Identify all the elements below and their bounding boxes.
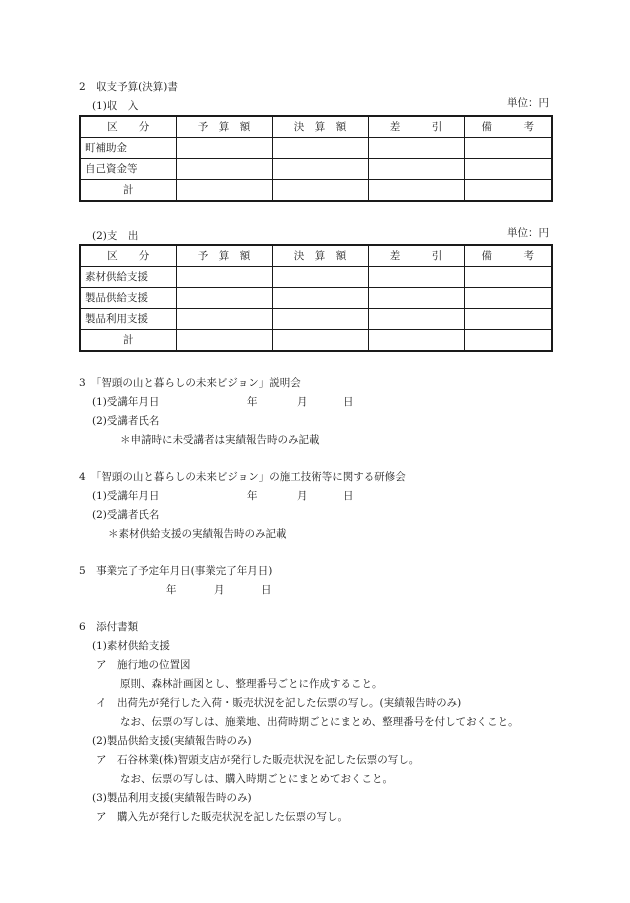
row-label: 製品供給支援 — [80, 288, 176, 309]
table-row — [80, 267, 552, 288]
difference-cell[interactable] — [368, 330, 464, 352]
income-header-row — [80, 116, 552, 138]
section3-note: ＊申請時に未受講者は実績報告時のみ記載 — [120, 434, 320, 446]
section5-day: 日 — [261, 584, 272, 596]
settlement-cell[interactable] — [272, 330, 368, 352]
section2-heading: 2 収支予算(決算)書 — [79, 81, 178, 93]
section3-name-label: (2)受講者氏名 — [92, 415, 160, 427]
section4-name-label: (2)受講者氏名 — [92, 509, 160, 521]
col-header-budget: 予 算 額 — [176, 116, 272, 138]
col-header-remarks: 備 考 — [464, 116, 552, 138]
section3-month: 月 — [297, 396, 308, 408]
expense-header-row — [80, 245, 552, 267]
attachment-category: (2)製品供給支援(実績報告時のみ) — [92, 735, 252, 747]
table-row — [80, 309, 552, 330]
difference-cell[interactable] — [368, 267, 464, 288]
attachment-item: ア 施行地の位置図 — [96, 659, 191, 671]
difference-cell[interactable] — [368, 309, 464, 330]
expense-table — [79, 244, 553, 352]
col-header-remarks: 備 考 — [464, 245, 552, 267]
expense-label: (2)支 出 — [92, 230, 139, 242]
budget-cell[interactable] — [176, 159, 272, 180]
budget-cell[interactable] — [176, 309, 272, 330]
col-header-settlement: 決 算 額 — [272, 245, 368, 267]
table-row — [80, 159, 552, 180]
remarks-cell[interactable] — [464, 267, 552, 288]
col-header-category: 区 分 — [80, 116, 176, 138]
attachment-category: (1)素材供給支援 — [92, 640, 170, 652]
section3-year: 年 — [247, 396, 258, 408]
row-label: 素材供給支援 — [80, 267, 176, 288]
attachment-item: ア 石谷林業(株)智頭支店が発行した販売状況を記した伝票の写し。 — [96, 754, 420, 766]
section4-note: ＊素材供給支援の実績報告時のみ記載 — [108, 528, 287, 540]
col-header-difference: 差 引 — [368, 116, 464, 138]
attachment-note: なお、伝票の写しは、施業地、出荷時期ごとにまとめ、整理番号を付しておくこと。 — [120, 716, 519, 728]
table-row — [80, 138, 552, 159]
difference-cell[interactable] — [368, 159, 464, 180]
attachment-item: ア 購入先が発行した販売状況を記した伝票の写し。 — [96, 811, 348, 823]
budget-cell[interactable] — [176, 288, 272, 309]
difference-cell[interactable] — [368, 138, 464, 159]
section4-year: 年 — [247, 490, 258, 502]
section3-date-label: (1)受講年月日 — [92, 396, 160, 408]
settlement-cell[interactable] — [272, 159, 368, 180]
section5-heading: 5 事業完了予定年月日(事業完了年月日) — [79, 565, 273, 577]
attachment-note: 原則、森林計画図とし、整理番号ごとに作成すること。 — [120, 678, 383, 690]
budget-cell[interactable] — [176, 267, 272, 288]
settlement-cell[interactable] — [272, 138, 368, 159]
budget-cell[interactable] — [176, 330, 272, 352]
row-label: 自己資金等 — [80, 159, 176, 180]
table-row — [80, 288, 552, 309]
section4-day: 日 — [343, 490, 354, 502]
remarks-cell[interactable] — [464, 180, 552, 202]
section5-month: 月 — [214, 584, 225, 596]
row-label: 製品利用支援 — [80, 309, 176, 330]
col-header-difference: 差 引 — [368, 245, 464, 267]
col-header-budget: 予 算 額 — [176, 245, 272, 267]
total-label: 計 — [80, 180, 176, 202]
difference-cell[interactable] — [368, 288, 464, 309]
settlement-cell[interactable] — [272, 309, 368, 330]
budget-cell[interactable] — [176, 180, 272, 202]
remarks-cell[interactable] — [464, 309, 552, 330]
total-row — [80, 330, 552, 352]
remarks-cell[interactable] — [464, 288, 552, 309]
income-unit: 単位：円 — [507, 97, 549, 109]
settlement-cell[interactable] — [272, 288, 368, 309]
attachment-item: イ 出荷先が発行した入荷・販売状況を記した伝票の写し。(実績報告時のみ) — [96, 697, 462, 709]
section3-day: 日 — [343, 396, 354, 408]
difference-cell[interactable] — [368, 180, 464, 202]
row-label: 町補助金 — [80, 138, 176, 159]
settlement-cell[interactable] — [272, 180, 368, 202]
section4-heading: 4 「智頭の山と暮らしの未来ビジョン」の施工技術等に関する研修会 — [79, 471, 406, 483]
remarks-cell[interactable] — [464, 159, 552, 180]
attachment-category: (3)製品利用支援(実績報告時のみ) — [92, 792, 252, 804]
section4-month: 月 — [297, 490, 308, 502]
remarks-cell[interactable] — [464, 330, 552, 352]
section5-year: 年 — [166, 584, 177, 596]
total-row — [80, 180, 552, 202]
income-table — [79, 115, 553, 202]
col-header-category: 区 分 — [80, 245, 176, 267]
section6-heading: 6 添付書類 — [79, 621, 139, 633]
budget-cell[interactable] — [176, 138, 272, 159]
section4-date-label: (1)受講年月日 — [92, 490, 160, 502]
attachment-note: なお、伝票の写しは、購入時期ごとにまとめておくこと。 — [120, 773, 393, 785]
remarks-cell[interactable] — [464, 138, 552, 159]
expense-unit: 単位：円 — [507, 227, 549, 239]
col-header-settlement: 決 算 額 — [272, 116, 368, 138]
income-label: (1)収 入 — [92, 100, 139, 112]
total-label: 計 — [80, 330, 176, 352]
section3-heading: 3 「智頭の山と暮らしの未来ビジョン」説明会 — [79, 377, 301, 389]
settlement-cell[interactable] — [272, 267, 368, 288]
